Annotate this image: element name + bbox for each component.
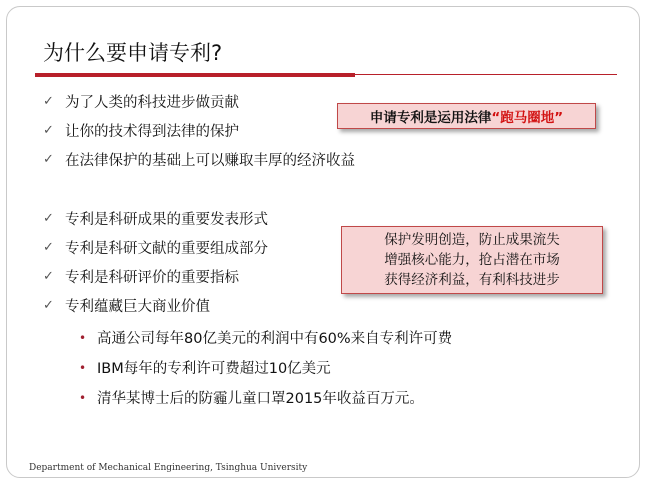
footer-department: Department of Mechanical Engineering, Tsinghua University <box>29 463 308 473</box>
check-icon: ✓ <box>43 152 54 167</box>
bullet-text: 专利是科研文献的重要组成部分 <box>65 241 268 257</box>
bullet-text: 专利是科研评价的重要指标 <box>65 270 239 286</box>
check-icon: ✓ <box>43 94 54 109</box>
bullet-item <box>43 208 268 229</box>
bullet-text: 为了人类的科技进步做贡献 <box>65 95 239 111</box>
bullet-text: 让你的技术得到法律的保护 <box>65 124 239 140</box>
bullet-text: 在法律保护的基础上可以赚取丰厚的经济收益 <box>65 153 355 169</box>
callout-legal-claim <box>337 103 596 129</box>
check-icon: ✓ <box>43 240 54 255</box>
bullet-item <box>43 120 239 141</box>
check-icon: ✓ <box>43 123 54 138</box>
check-icon: ✓ <box>43 269 54 284</box>
bullet-item <box>43 266 239 287</box>
callout-line: 增强核心能力，抢占潜在市场 <box>384 252 560 268</box>
bullet-item <box>43 149 355 170</box>
check-icon: ✓ <box>43 211 54 226</box>
callout-benefits <box>341 226 603 294</box>
bullet-dot-icon: • <box>79 360 87 375</box>
slide <box>6 6 640 478</box>
sub-bullet-item <box>79 357 331 378</box>
check-icon: ✓ <box>43 298 54 313</box>
sub-bullet-item <box>79 387 424 408</box>
sub-bullet-text: 高通公司每年80亿美元的利润中有60%来自专利许可费 <box>97 331 453 347</box>
bullet-dot-icon: • <box>79 390 87 405</box>
bullet-text: 专利蕴藏巨大商业价值 <box>65 299 210 315</box>
bullet-item <box>43 237 268 258</box>
callout-text: 申请专利是运用法律 <box>369 110 492 126</box>
sub-bullet-text: IBM每年的专利许可费超过10亿美元 <box>97 361 331 377</box>
callout-line: 获得经济利益，有利科技进步 <box>384 272 560 288</box>
sub-bullet-item <box>79 327 452 348</box>
callout-highlight: “跑马圈地” <box>491 110 564 126</box>
sub-bullet-text: 清华某博士后的防霾儿童口罩2015年收益百万元。 <box>97 391 424 407</box>
title-underline-thick <box>35 73 355 77</box>
bullet-dot-icon: • <box>79 330 87 345</box>
bullet-text: 专利是科研成果的重要发表形式 <box>65 212 268 228</box>
bullet-item <box>43 91 239 112</box>
callout-line: 保护发明创造，防止成果流失 <box>384 232 560 248</box>
bullet-item <box>43 295 210 316</box>
title-underline-thin <box>355 74 617 75</box>
slide-title: 为什么要申请专利? <box>43 41 223 65</box>
